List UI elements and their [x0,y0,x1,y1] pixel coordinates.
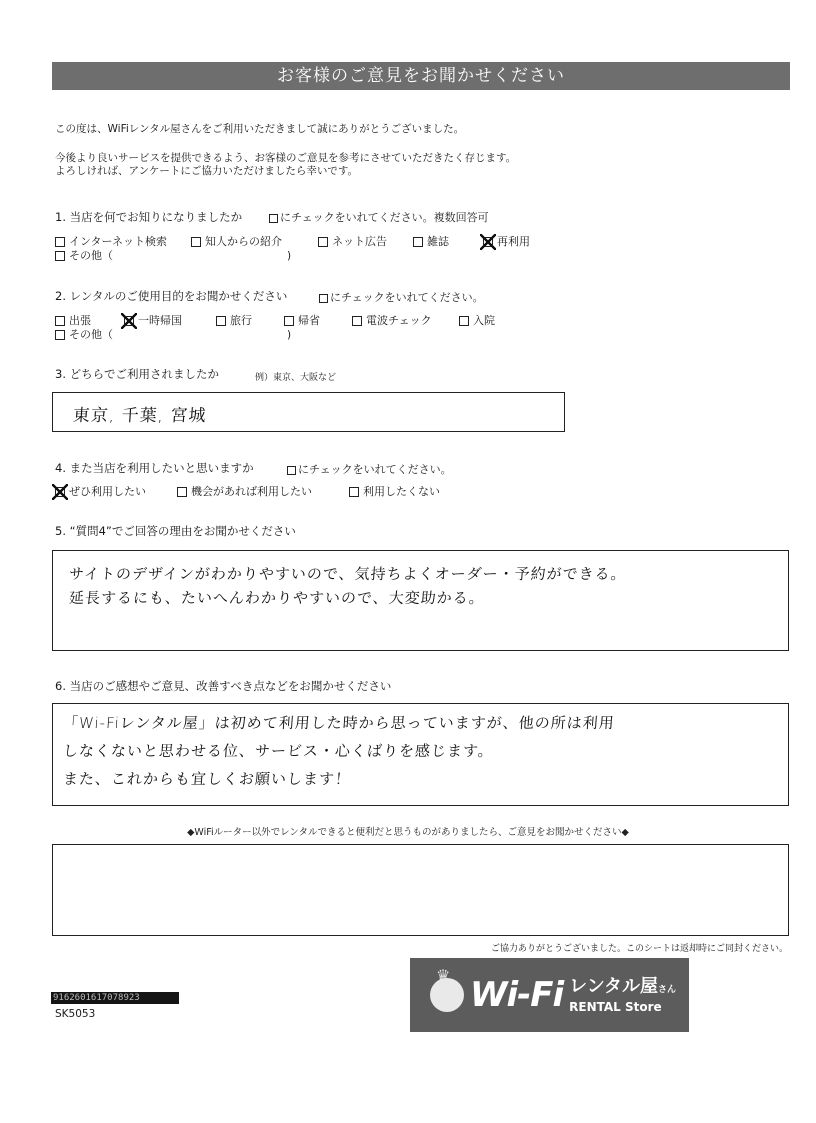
q1-option-internet[interactable]: インターネット検索 [55,235,167,249]
checkbox-icon[interactable] [413,237,423,247]
checkbox-icon[interactable] [284,316,294,326]
intro-line-2: 今後より良いサービスを提供できるよう、お客様のご意見を参考にさせていただきたく存じます。 [55,152,517,164]
checkbox-icon[interactable] [55,316,65,326]
q6-answer-line-3: また、これからも宜しくお願いします！ [62,770,352,788]
mascot-icon [430,966,464,1012]
checkbox-icon[interactable] [55,487,65,497]
q2-option-signal-check[interactable]: 電波チェック [352,314,432,328]
logo-jp-suffix: さん [658,984,677,995]
logo-wifi-text: Wi-Fi [470,975,564,1015]
q1-option-net-ad[interactable]: ネット広告 [318,235,387,249]
q5-answer-line-2: 延長するにも、たいへんわかりやすいので、大変助かる。 [68,589,486,607]
q1-other-close: ) [287,250,292,262]
sheet-code: SK5053 [55,1008,96,1020]
q2-option-other[interactable]: その他（ [55,328,113,342]
checkbox-icon[interactable] [55,251,65,261]
q3-example: 例）東京、大阪など [255,373,337,383]
checkbox-icon [319,294,328,303]
extra-prompt: ◆WiFiルーター以外でレンタルできると便利だと思うものがありましたら、ご意見をお聞かせください◆ [187,827,629,838]
checkbox-icon [269,214,278,223]
checkbox-icon[interactable] [349,487,359,497]
checkbox-icon [287,466,296,475]
checkbox-icon[interactable] [55,330,65,340]
q2-option-business[interactable]: 出張 [55,314,91,328]
q1-option-magazine[interactable]: 雑誌 [413,235,449,249]
q2-option-temp-return[interactable]: 一時帰国 [124,314,182,328]
checkbox-icon[interactable] [177,487,187,497]
crown-icon: ♛ [436,966,451,985]
checkbox-icon[interactable] [459,316,469,326]
checkbox-icon[interactable] [55,237,65,247]
q2-other-close: ) [287,329,292,341]
q4-option-definitely[interactable]: ぜひ利用したい [55,485,146,499]
q2-option-hospital[interactable]: 入院 [459,314,495,328]
q3-answer-box[interactable] [52,392,565,432]
q5-answer-box[interactable] [52,550,789,651]
q2-option-homecoming[interactable]: 帰省 [284,314,320,328]
q2-option-travel[interactable]: 旅行 [216,314,252,328]
q6-answer-line-2: しなくないと思わせる位、サービス・心くばりを感じます。 [62,742,495,760]
extra-answer-box[interactable] [52,844,789,936]
q4-title: 4. また当店を利用したいと思いますか [55,461,254,475]
q2-note: にチェックをいれてください。 [319,291,484,305]
intro-line-1: この度は、WiFiレンタル屋さんをご利用いただきまして誠にありがとうございました。 [55,123,465,135]
checkbox-icon[interactable] [483,237,493,247]
q3-title: 3. どちらでご利用されましたか [55,367,220,381]
intro-line-3: よろしければ、アンケートにご協力いただけましたら幸いです。 [55,165,359,177]
q6-answer-box[interactable] [52,703,789,806]
q1-option-reuse[interactable]: 再利用 [483,235,530,249]
redacted-barcode: 9162601617078923 [51,992,179,1004]
logo-en-text: RENTAL Store [569,999,662,1014]
wifi-rental-logo [410,958,689,1032]
checkbox-icon[interactable] [352,316,362,326]
logo-jp-text: レンタル屋さん [569,975,677,997]
q1-note: にチェックをいれてください。複数回答可 [269,211,489,225]
checkbox-icon[interactable] [191,237,201,247]
q1-title: 1. 当店を何でお知りになりましたか [55,210,243,224]
thanks-note: ご協力ありがとうございました。このシートは返却時にご同封ください。 [490,944,788,954]
checkbox-icon[interactable] [216,316,226,326]
q5-answer-line-1: サイトのデザインがわかりやすいので、気持ちよくオーダー・予約ができる。 [68,565,628,583]
q4-note: にチェックをいれてください。 [287,463,452,477]
page-title: お客様のご意見をお聞かせください [52,62,790,90]
checkbox-icon[interactable] [318,237,328,247]
q1-option-other[interactable]: その他（ [55,249,113,263]
q5-title: 5. “質問4”でご回答の理由をお聞かせください [55,524,296,538]
q1-option-referral[interactable]: 知人からの紹介 [191,235,282,249]
q2-title: 2. レンタルのご使用目的をお聞かせください [55,289,288,303]
q6-title: 6. 当店のご感想やご意見、改善すべき点などをお聞かせください [55,679,392,693]
q4-option-if-chance[interactable]: 機会があれば利用したい [177,485,312,499]
q3-answer: 東京, 千葉, 宮城 [72,406,208,426]
checkbox-icon[interactable] [124,316,134,326]
q4-option-no[interactable]: 利用したくない [349,485,440,499]
q6-answer-line-1: 「Wi-Fiレンタル屋」は初めて利用した時から思っていますが、他の所は利用 [62,714,616,732]
